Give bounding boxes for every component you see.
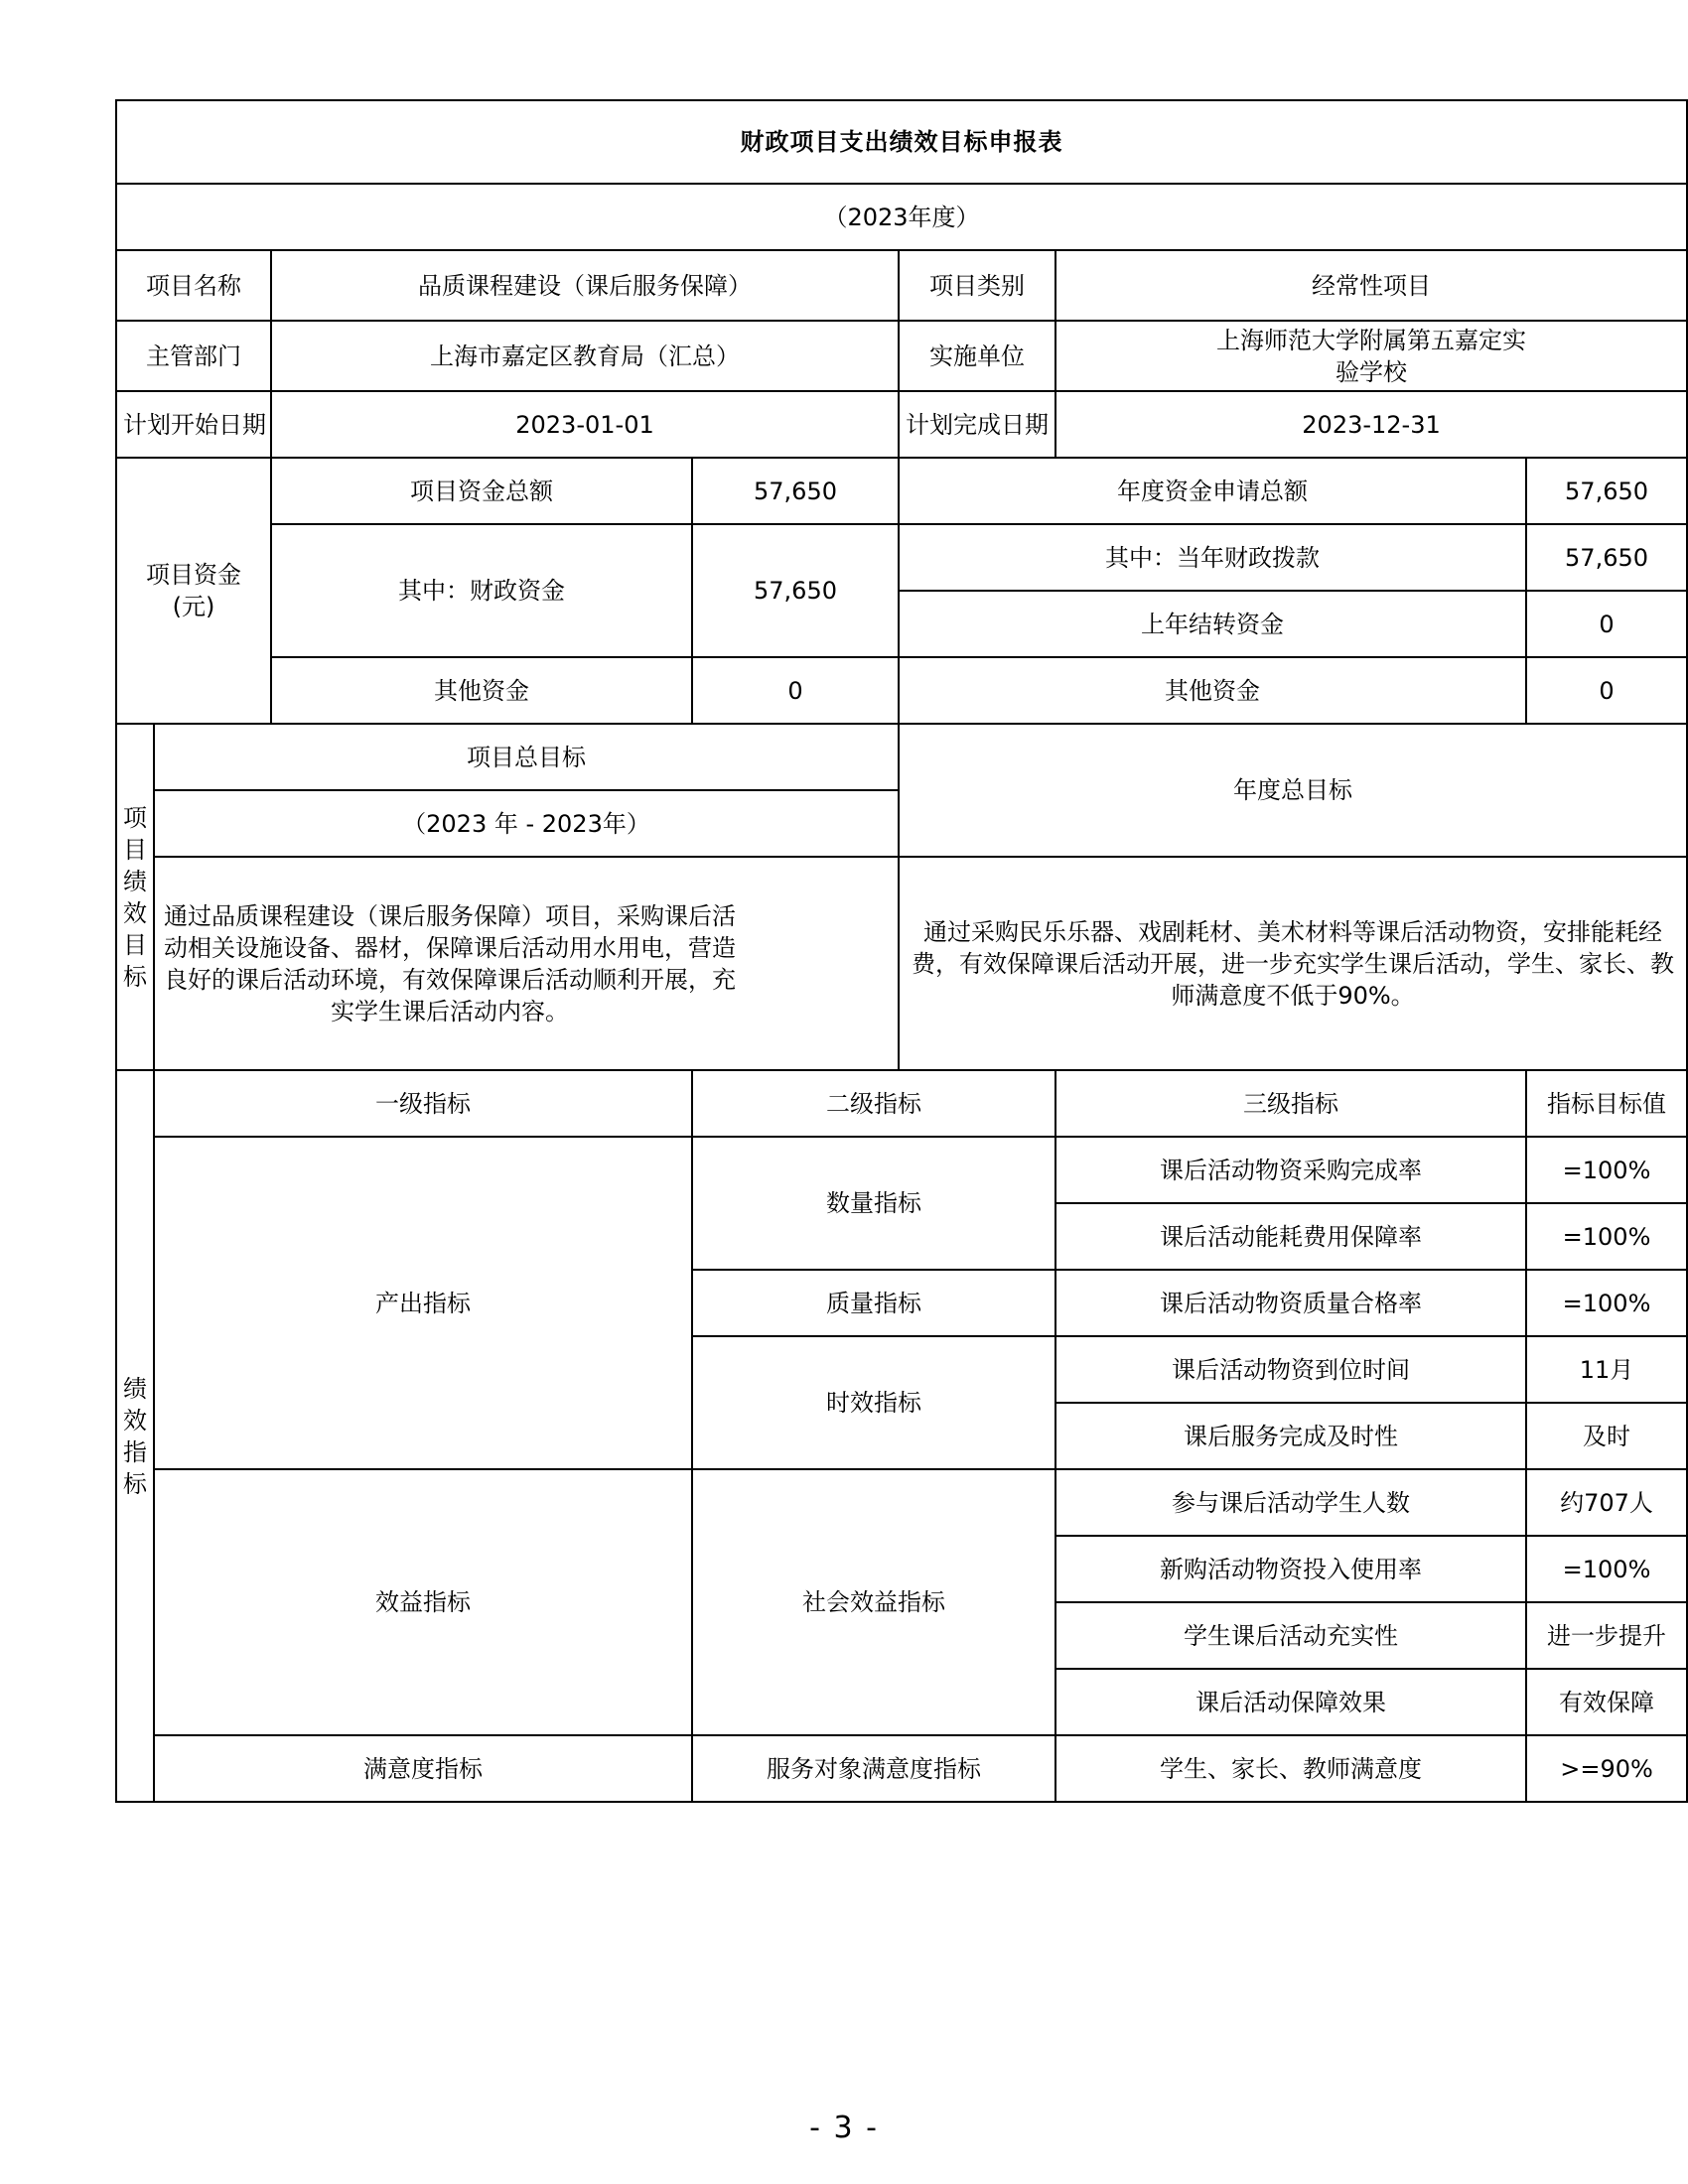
project-name: 品质课程建设（课后服务保障）	[271, 250, 899, 321]
funds-annual-label: 年度资金申请总额	[899, 458, 1526, 524]
performance-target-form	[115, 99, 1688, 1803]
goals-annual-text: 通过采购民乐乐器、戏剧耗材、美术材料等课后活动物资，安排能耗经费，有效保障课后活动开展，进一步充实学生课后活动，学生、家长、教师满意度不低于90%。	[899, 857, 1687, 1070]
indicator-value: >=90%	[1526, 1735, 1687, 1802]
goals-annual-label: 年度总目标	[899, 724, 1687, 857]
form-title: 财政项目支出绩效目标申报表	[116, 100, 1687, 184]
funds-label: 项目资金(元)	[116, 458, 271, 724]
funds-total-label: 项目资金总额	[271, 458, 692, 524]
header-level1: 一级指标	[154, 1070, 692, 1137]
funds-fiscal-label: 其中：财政资金	[271, 524, 692, 657]
funds-current-label: 其中：当年财政拨款	[899, 524, 1526, 591]
indicator-name: 学生、家长、教师满意度	[1055, 1735, 1526, 1802]
funds-other2: 0	[1526, 657, 1687, 724]
funds-other2-label: 其他资金	[899, 657, 1526, 724]
header-level2: 二级指标	[692, 1070, 1055, 1137]
dept-label: 主管部门	[116, 321, 271, 391]
funds-other: 0	[692, 657, 899, 724]
indicator-value: 11月	[1526, 1336, 1687, 1403]
indicator-value: 及时	[1526, 1403, 1687, 1469]
level2-quantity: 数量指标	[692, 1137, 1055, 1270]
level1-satisfaction: 满意度指标	[154, 1735, 692, 1802]
form-year: （2023年度）	[116, 184, 1687, 250]
funds-other-label: 其他资金	[271, 657, 692, 724]
goals-overall-period: （2023 年 - 2023年）	[154, 790, 899, 857]
indicators-side-label: 绩效指标	[116, 1070, 154, 1802]
start-date-label: 计划开始日期	[116, 391, 271, 458]
project-type-label: 项目类别	[899, 250, 1055, 321]
funds-current: 57,650	[1526, 524, 1687, 591]
end-date-label: 计划完成日期	[899, 391, 1055, 458]
level2-client-satisfaction: 服务对象满意度指标	[692, 1735, 1055, 1802]
unit-label: 实施单位	[899, 321, 1055, 391]
indicator-name: 课后活动物资到位时间	[1055, 1336, 1526, 1403]
indicator-name: 参与课后活动学生人数	[1055, 1469, 1526, 1536]
indicator-value: =100%	[1526, 1203, 1687, 1270]
header-level3: 三级指标	[1055, 1070, 1526, 1137]
indicator-value: 进一步提升	[1526, 1602, 1687, 1669]
indicator-value: 约707人	[1526, 1469, 1687, 1536]
indicator-name: 课后活动物资质量合格率	[1055, 1270, 1526, 1336]
indicator-name: 课后活动物资采购完成率	[1055, 1137, 1526, 1203]
level2-quality: 质量指标	[692, 1270, 1055, 1336]
level1-benefit: 效益指标	[154, 1469, 692, 1735]
header-target: 指标目标值	[1526, 1070, 1687, 1137]
indicator-value: 有效保障	[1526, 1669, 1687, 1735]
level1-output: 产出指标	[154, 1137, 692, 1469]
project-type: 经常性项目	[1055, 250, 1687, 321]
funds-annual: 57,650	[1526, 458, 1687, 524]
end-date: 2023-12-31	[1055, 391, 1687, 458]
indicator-name: 课后服务完成及时性	[1055, 1403, 1526, 1469]
project-name-label: 项目名称	[116, 250, 271, 321]
indicator-name: 课后活动保障效果	[1055, 1669, 1526, 1735]
level2-timeliness: 时效指标	[692, 1336, 1055, 1469]
start-date: 2023-01-01	[271, 391, 899, 458]
funds-total: 57,650	[692, 458, 899, 524]
page-number: - 3 -	[809, 2111, 879, 2145]
goals-overall-label: 项目总目标	[154, 724, 899, 790]
funds-carry: 0	[1526, 591, 1687, 657]
indicator-value: =100%	[1526, 1137, 1687, 1203]
level2-social-benefit: 社会效益指标	[692, 1469, 1055, 1735]
funds-carry-label: 上年结转资金	[899, 591, 1526, 657]
indicator-name: 学生课后活动充实性	[1055, 1602, 1526, 1669]
indicator-name: 课后活动能耗费用保障率	[1055, 1203, 1526, 1270]
unit-value: 上海师范大学附属第五嘉定实验学校	[1055, 321, 1687, 391]
dept-value: 上海市嘉定区教育局（汇总）	[271, 321, 899, 391]
funds-fiscal: 57,650	[692, 524, 899, 657]
indicator-value: =100%	[1526, 1270, 1687, 1336]
goals-side-label: 项目绩效目标	[116, 724, 154, 1070]
goals-overall-text: 通过品质课程建设（课后服务保障）项目，采购课后活动相关设施设备、器材，保障课后活动用水用电，营造良好的课后活动环境，有效保障课后活动顺利开展，充实学生课后活动内容。	[154, 857, 899, 1070]
indicator-value: =100%	[1526, 1536, 1687, 1602]
indicator-name: 新购活动物资投入使用率	[1055, 1536, 1526, 1602]
